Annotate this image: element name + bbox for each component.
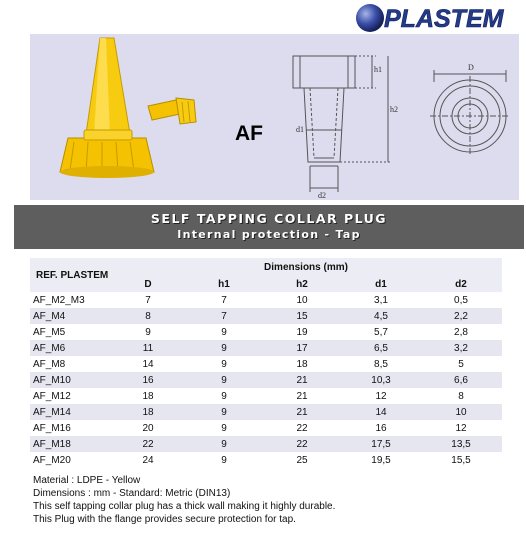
label-h2: h2 (390, 105, 398, 114)
cell-d2: 10 (420, 404, 502, 420)
table-row (30, 292, 502, 308)
cell-d1: 17,5 (342, 436, 420, 452)
cell-ref: AF_M16 (30, 420, 110, 436)
cell-h2: 18 (262, 356, 342, 372)
cell-D: 8 (110, 308, 186, 324)
cell-d2: 8 (420, 388, 502, 404)
cell-h2: 21 (262, 388, 342, 404)
product-photo (30, 34, 220, 200)
cell-d2: 3,2 (420, 340, 502, 356)
cell-D: 7 (110, 292, 186, 308)
note-protection: This Plug with the flange provides secure protection for tap. (33, 514, 296, 525)
cell-h1: 9 (186, 436, 262, 452)
cell-d1: 5,7 (342, 324, 420, 340)
cell-ref: AF_M20 (30, 452, 110, 468)
cell-D: 11 (110, 340, 186, 356)
cell-h2: 25 (262, 452, 342, 468)
cell-h2: 22 (262, 420, 342, 436)
cell-ref: AF_M14 (30, 404, 110, 420)
cell-ref: AF_M10 (30, 372, 110, 388)
label-h1: h1 (374, 65, 382, 74)
table-row (30, 452, 502, 468)
cell-D: 22 (110, 436, 186, 452)
note-dimensions: Dimensions : mm - Standard: Metric (DIN13) (33, 488, 231, 499)
technical-drawing (280, 34, 519, 200)
cell-h2: 21 (262, 372, 342, 388)
cell-h2: 10 (262, 292, 342, 308)
product-panel (30, 34, 519, 200)
table-row (30, 372, 502, 388)
table-row (30, 308, 502, 324)
column-header: h2 (262, 276, 342, 292)
cell-h1: 9 (186, 452, 262, 468)
plastem-logo (354, 2, 522, 34)
cell-h1: 9 (186, 356, 262, 372)
label-D: D (468, 63, 474, 72)
cell-ref: AF_M5 (30, 324, 110, 340)
cell-d1: 6,5 (342, 340, 420, 356)
cell-d2: 2,2 (420, 308, 502, 324)
label-d2: d2 (318, 191, 326, 200)
cell-h1: 9 (186, 340, 262, 356)
cell-d1: 12 (342, 388, 420, 404)
cell-h2: 17 (262, 340, 342, 356)
dimensions-table (30, 258, 502, 468)
cell-d1: 8,5 (342, 356, 420, 372)
dimensions-group-header: Dimensions (mm) (110, 258, 502, 276)
table-row (30, 436, 502, 452)
cell-h1: 9 (186, 372, 262, 388)
cell-D: 9 (110, 324, 186, 340)
cell-d1: 14 (342, 404, 420, 420)
note-durability: This self tapping collar plug has a thick wall making it highly durable. (33, 501, 336, 512)
cell-ref: AF_M2_M3 (30, 292, 110, 308)
cell-d2: 12 (420, 420, 502, 436)
table-row (30, 324, 502, 340)
column-header: D (110, 276, 186, 292)
cell-h1: 9 (186, 388, 262, 404)
product-notes (33, 474, 335, 526)
column-header: d2 (420, 276, 502, 292)
cell-D: 20 (110, 420, 186, 436)
logo-text: PLASTEM (384, 5, 504, 33)
cell-d1: 3,1 (342, 292, 420, 308)
logo-sphere-icon (356, 4, 384, 32)
cell-D: 14 (110, 356, 186, 372)
title-banner (14, 205, 524, 249)
cell-D: 16 (110, 372, 186, 388)
cell-h2: 15 (262, 308, 342, 324)
cell-ref: AF_M4 (30, 308, 110, 324)
cell-d1: 19,5 (342, 452, 420, 468)
cell-ref: AF_M12 (30, 388, 110, 404)
cell-D: 18 (110, 388, 186, 404)
cell-D: 24 (110, 452, 186, 468)
cell-d1: 10,3 (342, 372, 420, 388)
cell-ref: AF_M18 (30, 436, 110, 452)
table-row (30, 356, 502, 372)
column-header: d1 (342, 276, 420, 292)
cell-ref: AF_M8 (30, 356, 110, 372)
banner-title: SELF TAPPING COLLAR PLUG (150, 211, 388, 226)
cell-h1: 7 (186, 292, 262, 308)
cell-d2: 0,5 (420, 292, 502, 308)
table-row (30, 388, 502, 404)
cell-h1: 9 (186, 404, 262, 420)
table-row (30, 340, 502, 356)
banner-subtitle: Internal protection - Tap (177, 228, 361, 241)
cell-d1: 16 (342, 420, 420, 436)
column-header: h1 (186, 276, 262, 292)
table-row (30, 404, 502, 420)
cell-ref: AF_M6 (30, 340, 110, 356)
cell-h1: 9 (186, 324, 262, 340)
product-code: AF (235, 122, 263, 145)
cell-d2: 15,5 (420, 452, 502, 468)
ref-header: REF. PLASTEM (30, 258, 110, 292)
cell-d2: 2,8 (420, 324, 502, 340)
note-material: Material : LDPE - Yellow (33, 475, 141, 486)
cell-d2: 5 (420, 356, 502, 372)
cell-d2: 6,6 (420, 372, 502, 388)
cell-d2: 13,5 (420, 436, 502, 452)
cell-h2: 21 (262, 404, 342, 420)
cell-h1: 7 (186, 308, 262, 324)
cell-D: 18 (110, 404, 186, 420)
label-d1: d1 (296, 125, 304, 134)
table-row (30, 420, 502, 436)
cell-h1: 9 (186, 420, 262, 436)
cell-h2: 19 (262, 324, 342, 340)
cell-h2: 22 (262, 436, 342, 452)
cell-d1: 4,5 (342, 308, 420, 324)
